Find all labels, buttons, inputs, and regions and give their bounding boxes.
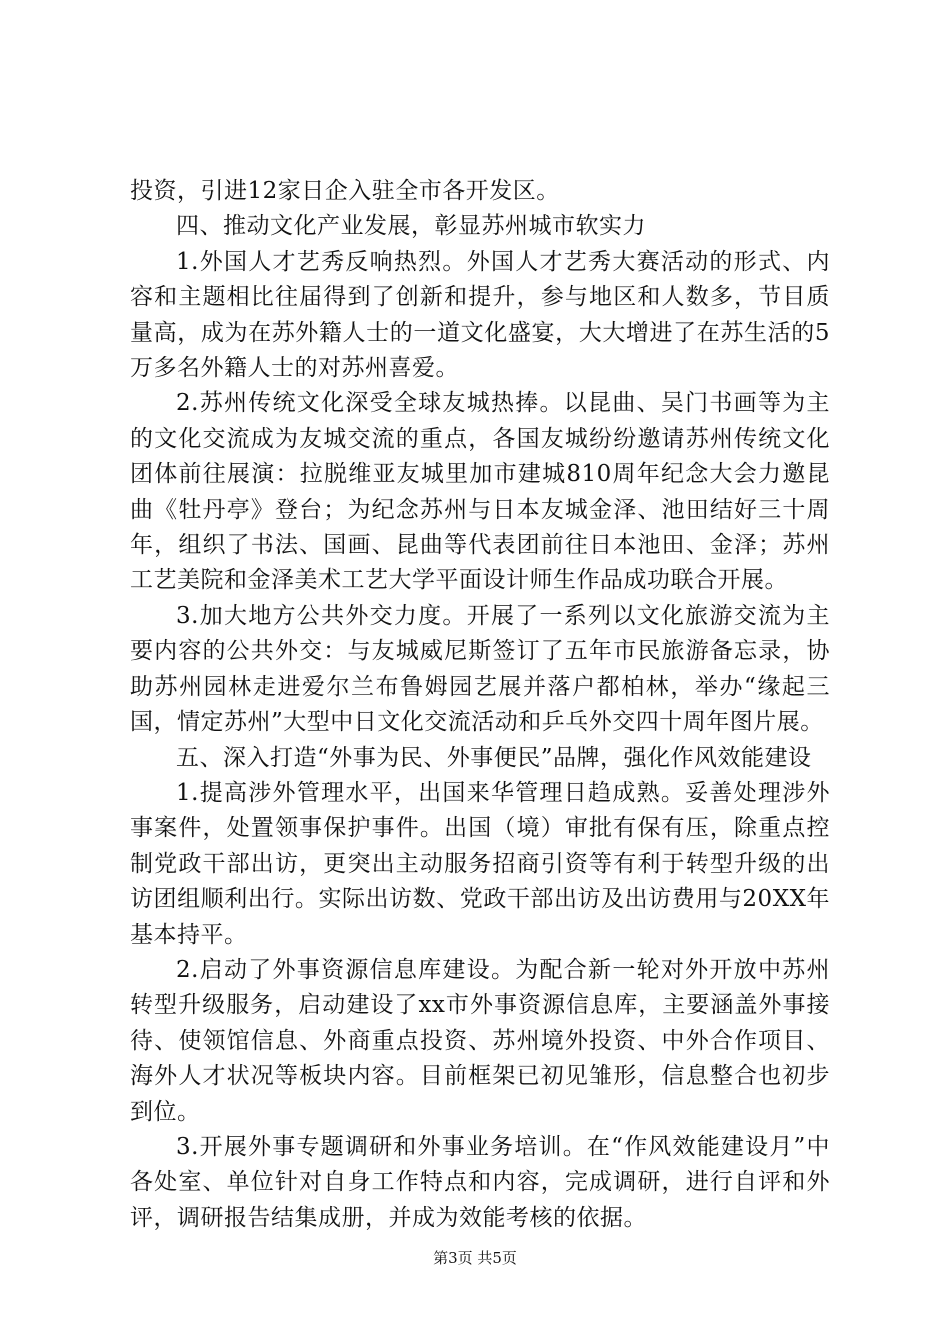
paragraph-5-1: 1.提高涉外管理水平，出国来华管理日趋成熟。妥善处理涉外事案件，处置领事保护事件。出国（境）审批有保有压，除重点控制党政干部出访，更突出主动服务招商引资等有利于转型升级的出访团组顺利出行。实际出访数、党政干部出访及出访费用与20XX年基本持平。 (130, 779, 830, 948)
section-heading-5: 五、深入打造“外事为民、外事便民”品牌，强化作风效能建设 (176, 744, 812, 771)
paragraph-continuation: 投资，引进12家日企入驻全市各开发区。 (130, 178, 560, 204)
paragraph-5-3: 3.开展外事专题调研和外事业务培训。在“作风效能建设月”中各处室、单位针对自身工作特点和内容，完成调研，进行自评和外评，调研报告结集成册，并成为效能考核的依据。 (130, 1133, 830, 1231)
paragraph-4-3: 3.加大地方公共外交力度。开展了一系列以文化旅游交流为主要内容的公共外交：与友城威尼斯签订了五年市民旅游备忘录，协助苏州园林走进爱尔兰布鲁姆园艺展并落户都柏林，举办“缘起三国，情定苏州”大型中日文化交流活动和乒乓外交四十周年图片展。 (130, 602, 830, 736)
page-footer: 第3页 共5页 (433, 1249, 517, 1267)
document-body (130, 174, 830, 1236)
paragraph-5-2: 2.启动了外事资源信息库建设。为配合新一轮对外开放中苏州转型升级服务，启动建设了xx市外事资源信息库，主要涵盖外事接待、使领馆信息、外商重点投资、苏州境外投资、中外合作项目、海外人才状况等板块内容。目前框架已初见雏形，信息整合也初步到位。 (130, 956, 830, 1125)
section-heading-4: 四、推动文化产业发展，彰显苏州城市软实力 (176, 213, 646, 240)
paragraph-4-2: 2.苏州传统文化深受全球友城热捧。以昆曲、吴门书画等为主的文化交流成为友城交流的重点，各国友城纷纷邀请苏州传统文化团体前往展演：拉脱维亚友城里加市建城810周年纪念大会力邀昆曲《牡丹亭》登台；为纪念苏州与日本友城金泽、池田结好三十周年，组织了书法、国画、昆曲等代表团前往日本池田、金泽；苏州工艺美院和金泽美术工艺大学平面设计师生作品成功联合开展。 (130, 390, 830, 594)
paragraph-4-1: 1.外国人才艺秀反响热烈。外国人才艺秀大赛活动的形式、内容和主题相比往届得到了创新和提升，参与地区和人数多，节目质量高，成为在苏外籍人士的一道文化盛宴，大大增进了在苏生活的5万多名外籍人士的对苏州喜爱。 (130, 248, 830, 382)
